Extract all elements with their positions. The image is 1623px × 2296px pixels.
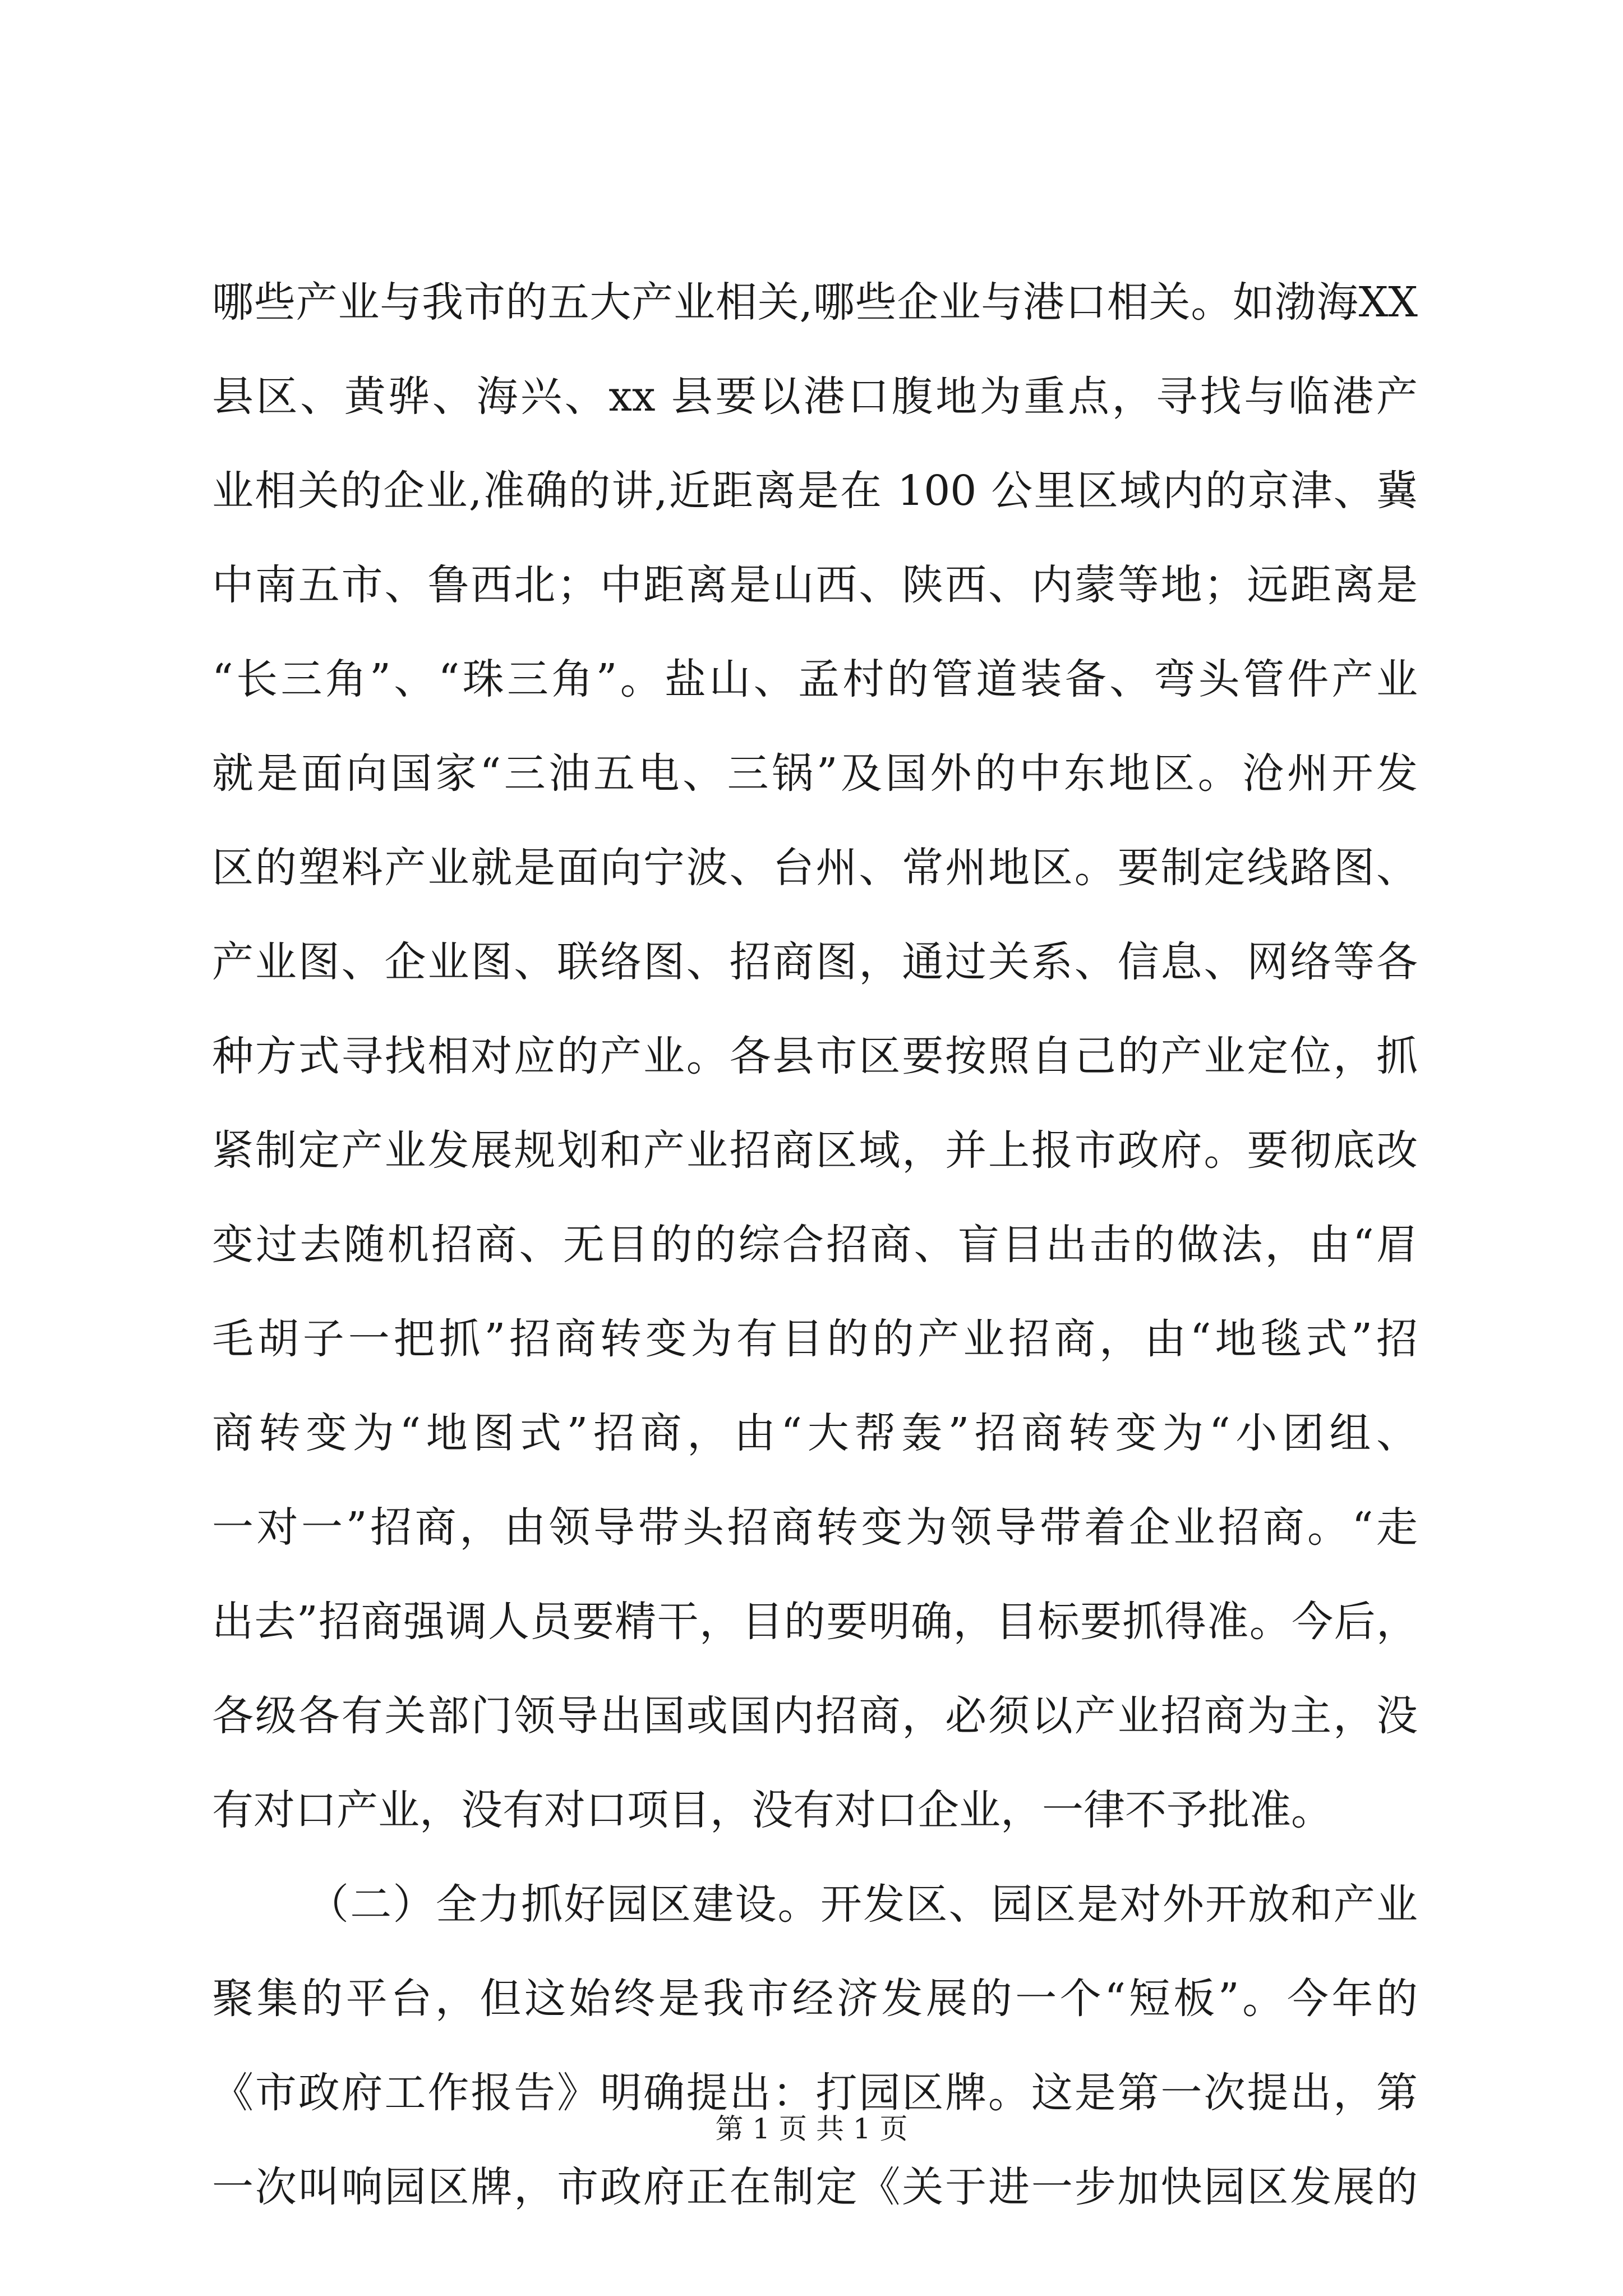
text-line: 《市政府工作报告》明确提出：打园区牌。这是第一次提出，第	[212, 2069, 1418, 2117]
text-line: （二）全力抓好园区建设。开发区、园区是对外开放和产业	[307, 1880, 1418, 1929]
text-line: 出去”招商强调人员要精干，目的要明确，目标要抓得准。今后，	[212, 1598, 1418, 1646]
text-line: 各级各有关部门领导出国或国内招商，必须以产业招商为主，没	[212, 1692, 1418, 1740]
text-line: 毛胡子一把抓”招商转变为有目的的产业招商，由“地毯式”招	[212, 1315, 1418, 1363]
text-line: 哪些产业与我市的五大产业相关,哪些企业与港口相关。如渤海XX	[212, 278, 1418, 326]
text-line: 有对口产业，没有对口项目，没有对口企业，一律不予批准。	[212, 1786, 1332, 1834]
text-line: 产业图、企业图、联络图、招商图，通过关系、信息、网络等各	[212, 938, 1418, 986]
text-line: 县区、黄骅、海兴、xx 县要以港口腹地为重点，寻找与临港产	[212, 372, 1418, 421]
text-line: 区的塑料产业就是面向宁波、台州、常州地区。要制定线路图、	[212, 844, 1418, 892]
text-line: 业相关的企业,准确的讲,近距离是在 100 公里区域内的京津、冀	[212, 467, 1418, 515]
page-number-footer: 第 1 页 共 1 页	[715, 2113, 908, 2145]
text-line: 紧制定产业发展规划和产业招商区域，并上报市政府。要彻底改	[212, 1126, 1418, 1175]
text-line: 就是面向国家“三油五电、三锅”及国外的中东地区。沧州开发	[212, 749, 1418, 798]
text-line: 变过去随机招商、无目的的综合招商、盲目出击的做法，由“眉	[212, 1221, 1418, 1269]
text-line: “长三角”、“珠三角”。盐山、孟村的管道装备、弯头管件产业	[212, 655, 1418, 703]
text-line: 中南五市、鲁西北；中距离是山西、陕西、内蒙等地；远距离是	[212, 561, 1418, 609]
text-line: 商转变为“地图式”招商，由“大帮轰”招商转变为“小团组、	[212, 1409, 1418, 1457]
text-line: 一次叫响园区牌，市政府正在制定《关于进一步加快园区发展的	[212, 2163, 1418, 2211]
body-text	[212, 255, 1418, 2234]
text-line: 一对一”招商，由领导带头招商转变为领导带着企业招商。“走	[212, 1503, 1418, 1552]
text-line: 种方式寻找相对应的产业。各县市区要按照自己的产业定位，抓	[212, 1032, 1418, 1080]
text-line: 聚集的平台，但这始终是我市经济发展的一个“短板”。今年的	[212, 1975, 1418, 2023]
